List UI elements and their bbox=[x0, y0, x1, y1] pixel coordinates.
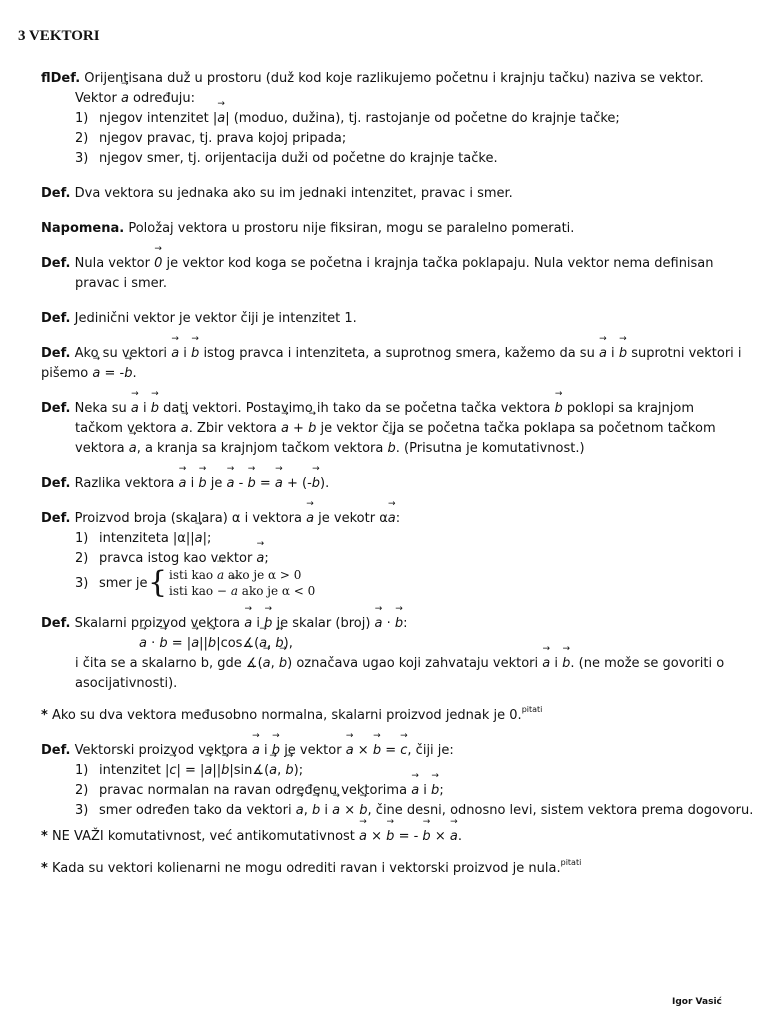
page-title: 3 VEKTORI bbox=[18, 28, 100, 44]
left-brace: { bbox=[148, 565, 168, 600]
def-keyword: Def. bbox=[41, 476, 71, 491]
list-item: 2) njegov pravac, tj. prava kojoj pripada; bbox=[75, 131, 347, 146]
definition-scalar-multiplication: Def. Proizvod broja (skalara) α i vektora → a je vekotr α→ a: 1) intenziteta |α||→ a|; 2) pravca istog kao vektor → a; 3) smer je { isti kao → a ako je α > 0 isti kao − → a ako je α < 0 bbox=[41, 509, 727, 599]
superscript-note: pitati bbox=[560, 858, 582, 867]
definition-opposite-vectors: Def. Ako su vektori → a i → b istog pravca i intenziteta, a suprotnog smera, kažemo da su → a i → b suprotni vektori i pišemo → a = -→ b. bbox=[41, 344, 727, 384]
def-keyword: Def. bbox=[41, 256, 71, 271]
definition-cross-product: Def. Vektorski proizvod vektora → a i → b je vektor → a × → b = → c, čiji je: 1) intenzitet |→ c| = |→ a||→ b|sin∡(→ a, → b); 2) pravac normalan na ravan određenu vektorima → a i → b; 3) smer određen tako da vektori → a, → b i → a × → b, čine desni, odnosno levi, sistem vektora prema dogovoru. bbox=[41, 741, 727, 821]
list-item: 1) njegov intenzitet |→ a| (moduo, dužina), tj. rastojanje od početne do krajnje tačke; bbox=[41, 109, 727, 129]
def-keyword: flDef. bbox=[41, 71, 81, 86]
vector-zero: → 0 bbox=[154, 254, 162, 274]
definition-dot-product: Def. Skalarni proizvod vektora → a i → b je skalar (broj) → a · → b: → a · → b = |→ a||→ b|cos∡(→ a, → b), i čita se a skalarno b, gde ∡(→ a, → b) označava ugao koji zahvataju vektori → a i → b. (ne može se govoriti o asocijativnosti). bbox=[41, 614, 727, 694]
def-keyword: Def. bbox=[41, 186, 71, 201]
def-keyword: Def. bbox=[41, 743, 71, 758]
definition-vector-difference: Def. Razlika vektora → a i → b je → a - → b = → a + (-→ b). bbox=[41, 474, 727, 494]
list-item: 1) intenzitet |→ c| = |→ a||→ b|sin∡(→ a, → b); bbox=[41, 761, 727, 781]
def-keyword: Def. bbox=[41, 401, 71, 416]
star-marker: * bbox=[41, 861, 48, 876]
author-footer: Igor Vasić bbox=[672, 997, 722, 1007]
cases: isti kao → a ako je α > 0 isti kao − → a ako je α < 0 bbox=[169, 567, 315, 599]
superscript-note: pitati bbox=[521, 705, 543, 714]
list-item: 3) smer je { isti kao → a ako je α > 0 isti kao − → a ako je α < 0 bbox=[41, 569, 727, 599]
star-marker: * bbox=[41, 829, 48, 844]
def-keyword: Def. bbox=[41, 511, 71, 526]
list-item: 3) njegov smer, tj. orijentacija duži od početne do krajnje tačke. bbox=[75, 151, 498, 166]
definition-equal-vectors: Def. Dva vektora su jednaka ako su im jednaki intenzitet, pravac i smer. bbox=[41, 186, 513, 201]
definition-unit-vector: Def. Jedinični vektor je vektor čiji je intenzitet 1. bbox=[41, 311, 357, 326]
list-item: 3) smer određen tako da vektori → a, → b i → a × → b, čine desni, odnosno levi, sistem vektora prema dogovoru. bbox=[41, 801, 727, 821]
note-keyword: Napomena. bbox=[41, 221, 125, 236]
definition-zero-vector: Def. Nula vektor → 0 je vektor kod koga se početna i krajnja tačka poklapaju. Nula vektor nema definisan pravac i smer. bbox=[41, 254, 727, 294]
formula: → a · → b = |→ a||→ b|cos∡(→ a, → b), bbox=[41, 634, 727, 654]
def-keyword: Def. bbox=[41, 311, 71, 326]
definition-vector: flDef. Orijentisana duž u prostoru (duž kod koje razlikujemo početnu i krajnju tačku) naziva se vektor. Vektor → a određuju: 1) njegov intenzitet |→ a| (moduo, dužina), tj. rastojanje od početne do krajnje tačke; 2) njegov pravac, tj. prava kojoj pripada; 3) njegov smer, tj. orijentacija duži od početne do krajnje tačke. bbox=[41, 69, 727, 169]
definition-vector-sum: Def. Neka su → a i → b dati vektori. Postavimo ih tako da se početna tačka vektora → b poklopi sa krajnjom tačkom vektora → a. Zbir vektora → a + → b je vektor čija se početna tačka poklapa sa početnom tačkom vektora → a, a kranja sa krajnjom tačkom vektora → b. (Prisutna je komutativnost.) bbox=[41, 399, 727, 459]
star-marker: * bbox=[41, 708, 48, 723]
note: Napomena. Položaj vektora u prostoru nije fiksiran, mogu se paralelno pomerati. bbox=[41, 221, 575, 236]
list-item: 1) intenziteta |α||→ a|; bbox=[41, 529, 727, 549]
def-keyword: Def. bbox=[41, 346, 71, 361]
remark: * Kada su vektori kolienarni ne mogu odrediti ravan i vektorski proizvod je nula.$^{pitati}$ bbox=[41, 858, 582, 876]
list-item: 2) pravca istog kao vektor → a; bbox=[41, 549, 727, 569]
remark: * NE VAŽI komutativnost, već antikomutativnost → a × → b = - → b × → a. bbox=[41, 827, 727, 847]
vector-a: → a bbox=[217, 109, 225, 129]
document-body bbox=[41, 69, 754, 879]
remark: * Ako su dva vektora međusobno normalna, skalarni proizvod jednak je 0.$^{pitati}$ bbox=[41, 705, 543, 723]
vector-a: → a bbox=[121, 89, 129, 109]
list-item: 2) pravac normalan na ravan određenu vektorima → a i → b; bbox=[41, 781, 727, 801]
def-keyword: Def. bbox=[41, 616, 71, 631]
